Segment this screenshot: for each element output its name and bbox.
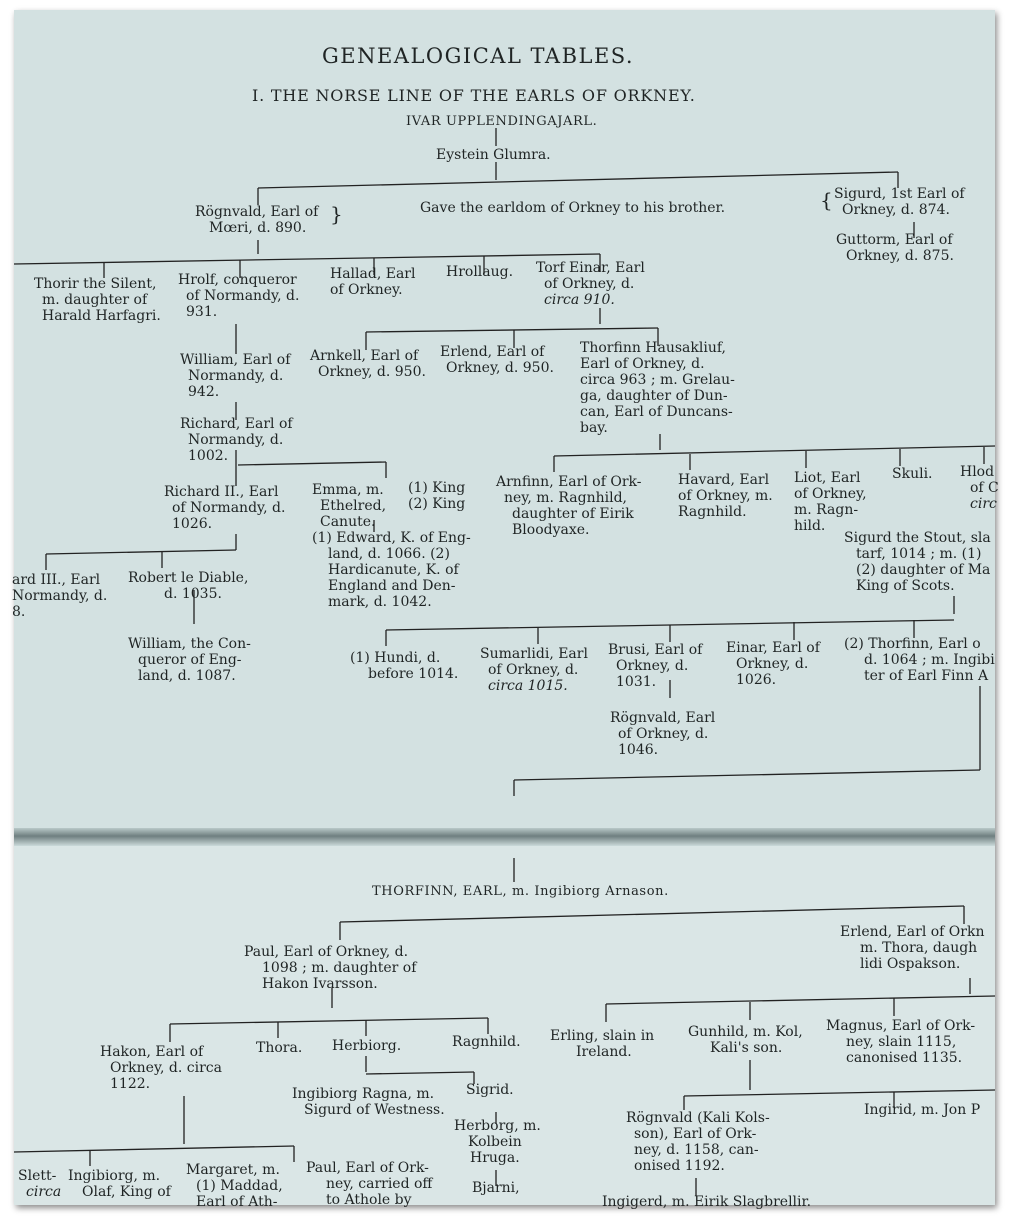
- paul2-entry: Paul, Earl of Ork- ney, carried off to Athole by: [306, 1160, 433, 1208]
- arnfinn-entry: Arnfinn, Earl of Ork- ney, m. Ragnhild, daughter of Eirik Bloodyaxe.: [496, 474, 642, 538]
- erlend1-entry: Erlend, Earl of Orkney, d. 950.: [440, 344, 554, 376]
- robert-entry: Robert le Diable, d. 1035.: [128, 570, 249, 602]
- richard2-entry: Richard II., Earl of Normandy, d. 1026.: [164, 484, 286, 532]
- sumarlidi-entry: Sumarlidi, Earl of Orkney, d. circa 1015.: [480, 646, 588, 694]
- margaret-entry: Margaret, m. (1) Maddad, Earl of Ath-: [186, 1162, 283, 1210]
- rognvald2-entry: Rögnvald, Earl of Orkney, d. 1046.: [610, 710, 716, 758]
- torf-einar-entry: Torf Einar, Earl of Orkney, d. circa 910.: [536, 260, 645, 308]
- einar2-entry: Einar, Earl of Orkney, d. 1026.: [726, 640, 820, 688]
- page-subtitle: I. THE NORSE LINE OF THE EARLS OF ORKNEY.: [252, 86, 696, 105]
- slett-entry: Slett- circa: [18, 1168, 62, 1200]
- ingirid-entry: Ingirid, m. Jon P: [864, 1102, 981, 1118]
- guttorm-entry: Guttorm, Earl of Orkney, d. 875.: [836, 232, 954, 264]
- thorir-entry: Thorir the Silent, m. daughter of Harald Harfagri.: [34, 276, 161, 324]
- liot-entry: Liot, Earl of Orkney, m. Ragn- hild.: [794, 470, 867, 534]
- sigrid-entry: Sigrid.: [466, 1082, 514, 1098]
- hakon-entry: Hakon, Earl of Orkney, d. circa 1122.: [100, 1044, 222, 1092]
- edward-entry: (1) Edward, K. of Eng- land, d. 1066. (2) Hardicanute, K. of England and Den- mark, d. 1042.: [312, 530, 471, 610]
- brace-left: {: [820, 188, 833, 212]
- gunhild-entry: Gunhild, m. Kol, Kali's son.: [688, 1024, 803, 1056]
- herborg-entry: Herborg, m. Kolbein Hruga.: [454, 1118, 541, 1166]
- gave-note: Gave the earldom of Orkney to his brother.: [420, 200, 726, 216]
- william-conqueror-entry: William, the Con- queror of Eng- land, d. 1087.: [128, 636, 251, 684]
- sigurd-stout-entry: Sigurd the Stout, sla tarf, 1014 ; m. (1) (2) daughter of Ma King of Scots.: [844, 530, 991, 594]
- hundi-entry: (1) Hundi, d. before 1014.: [350, 650, 459, 682]
- ivar-name: IVAR UPPLENDINGAJARL.: [406, 114, 598, 129]
- hrolf-entry: Hrolf, conqueror of Normandy, d. 931.: [178, 272, 300, 320]
- ingigerd-entry: Ingigerd, m. Eirik Slagbrellir.: [602, 1194, 812, 1210]
- ingibiorg-ragna-entry: Ingibiorg Ragna, m. Sigurd of Westness.: [292, 1086, 445, 1118]
- thora-entry: Thora.: [256, 1040, 303, 1056]
- thorfinn2-entry: (2) Thorfinn, Earl o d. 1064 ; m. Ingibi ter of Earl Finn A: [844, 636, 995, 684]
- ragnhild-entry: Ragnhild.: [452, 1034, 521, 1050]
- herbiorg-entry: Herbiorg.: [332, 1038, 402, 1054]
- erling-entry: Erling, slain in Ireland.: [550, 1028, 655, 1060]
- richard3-entry: ard III., Earl Normandy, d. 8.: [12, 572, 108, 620]
- sigurd1-entry: Sigurd, 1st Earl of Orkney, d. 874.: [834, 186, 965, 218]
- thorfinn-hausakliuf-entry: Thorfinn Hausakliuf, Earl of Orkney, d. circa 963 ; m. Grelau- ga, daughter of Dun- can, Earl of Duncans- bay.: [580, 340, 735, 436]
- magnus-entry: Magnus, Earl of Ork- ney, slain 1115, canonised 1135.: [826, 1018, 976, 1066]
- skuli-entry: Skuli.: [892, 466, 933, 482]
- photograph: [12, 10, 999, 1210]
- hlod-entry: Hlod of C circ: [960, 464, 999, 512]
- arnkell-entry: Arnkell, Earl of Orkney, d. 950.: [310, 348, 426, 380]
- page-title: GENEALOGICAL TABLES.: [322, 44, 635, 68]
- ingibiorg2-entry: Ingibiorg, m. Olaf, King of: [68, 1168, 171, 1200]
- brusi-entry: Brusi, Earl of Orkney, d. 1031.: [608, 642, 703, 690]
- eystein-name: Eystein Glumra.: [436, 147, 551, 163]
- bjarni-entry: Bjarni,: [472, 1180, 520, 1196]
- richard-entry: Richard, Earl of Normandy, d. 1002.: [180, 416, 293, 464]
- thorfinn-heading: THORFINN, EARL, m. Ingibiorg Arnason.: [372, 884, 669, 899]
- paul-entry: Paul, Earl of Orkney, d. 1098 ; m. daughter of Hakon Ivarsson.: [244, 944, 417, 992]
- emma-entry: Emma, m. Ethelred, Canute.: [312, 482, 387, 530]
- william-entry: William, Earl of Normandy, d. 942.: [180, 352, 291, 400]
- brace-right: }: [330, 202, 343, 226]
- kings-entry: (1) King (2) King: [408, 480, 466, 512]
- havard-entry: Havard, Earl of Orkney, m. Ragnhild.: [678, 472, 773, 520]
- hallad-entry: Hallad, Earl of Orkney.: [330, 266, 416, 298]
- hrollaug-entry: Hrollaug.: [446, 264, 514, 280]
- rognvald-kali-entry: Rögnvald (Kali Kols- son), Earl of Ork- ney, d. 1158, can- onised 1192.: [626, 1110, 770, 1174]
- erlend2-entry: Erlend, Earl of Orkn m. Thora, daugh lidi Ospakson.: [840, 924, 985, 972]
- rognvald-entry: Rögnvald, Earl of Mœri, d. 890.: [195, 204, 319, 236]
